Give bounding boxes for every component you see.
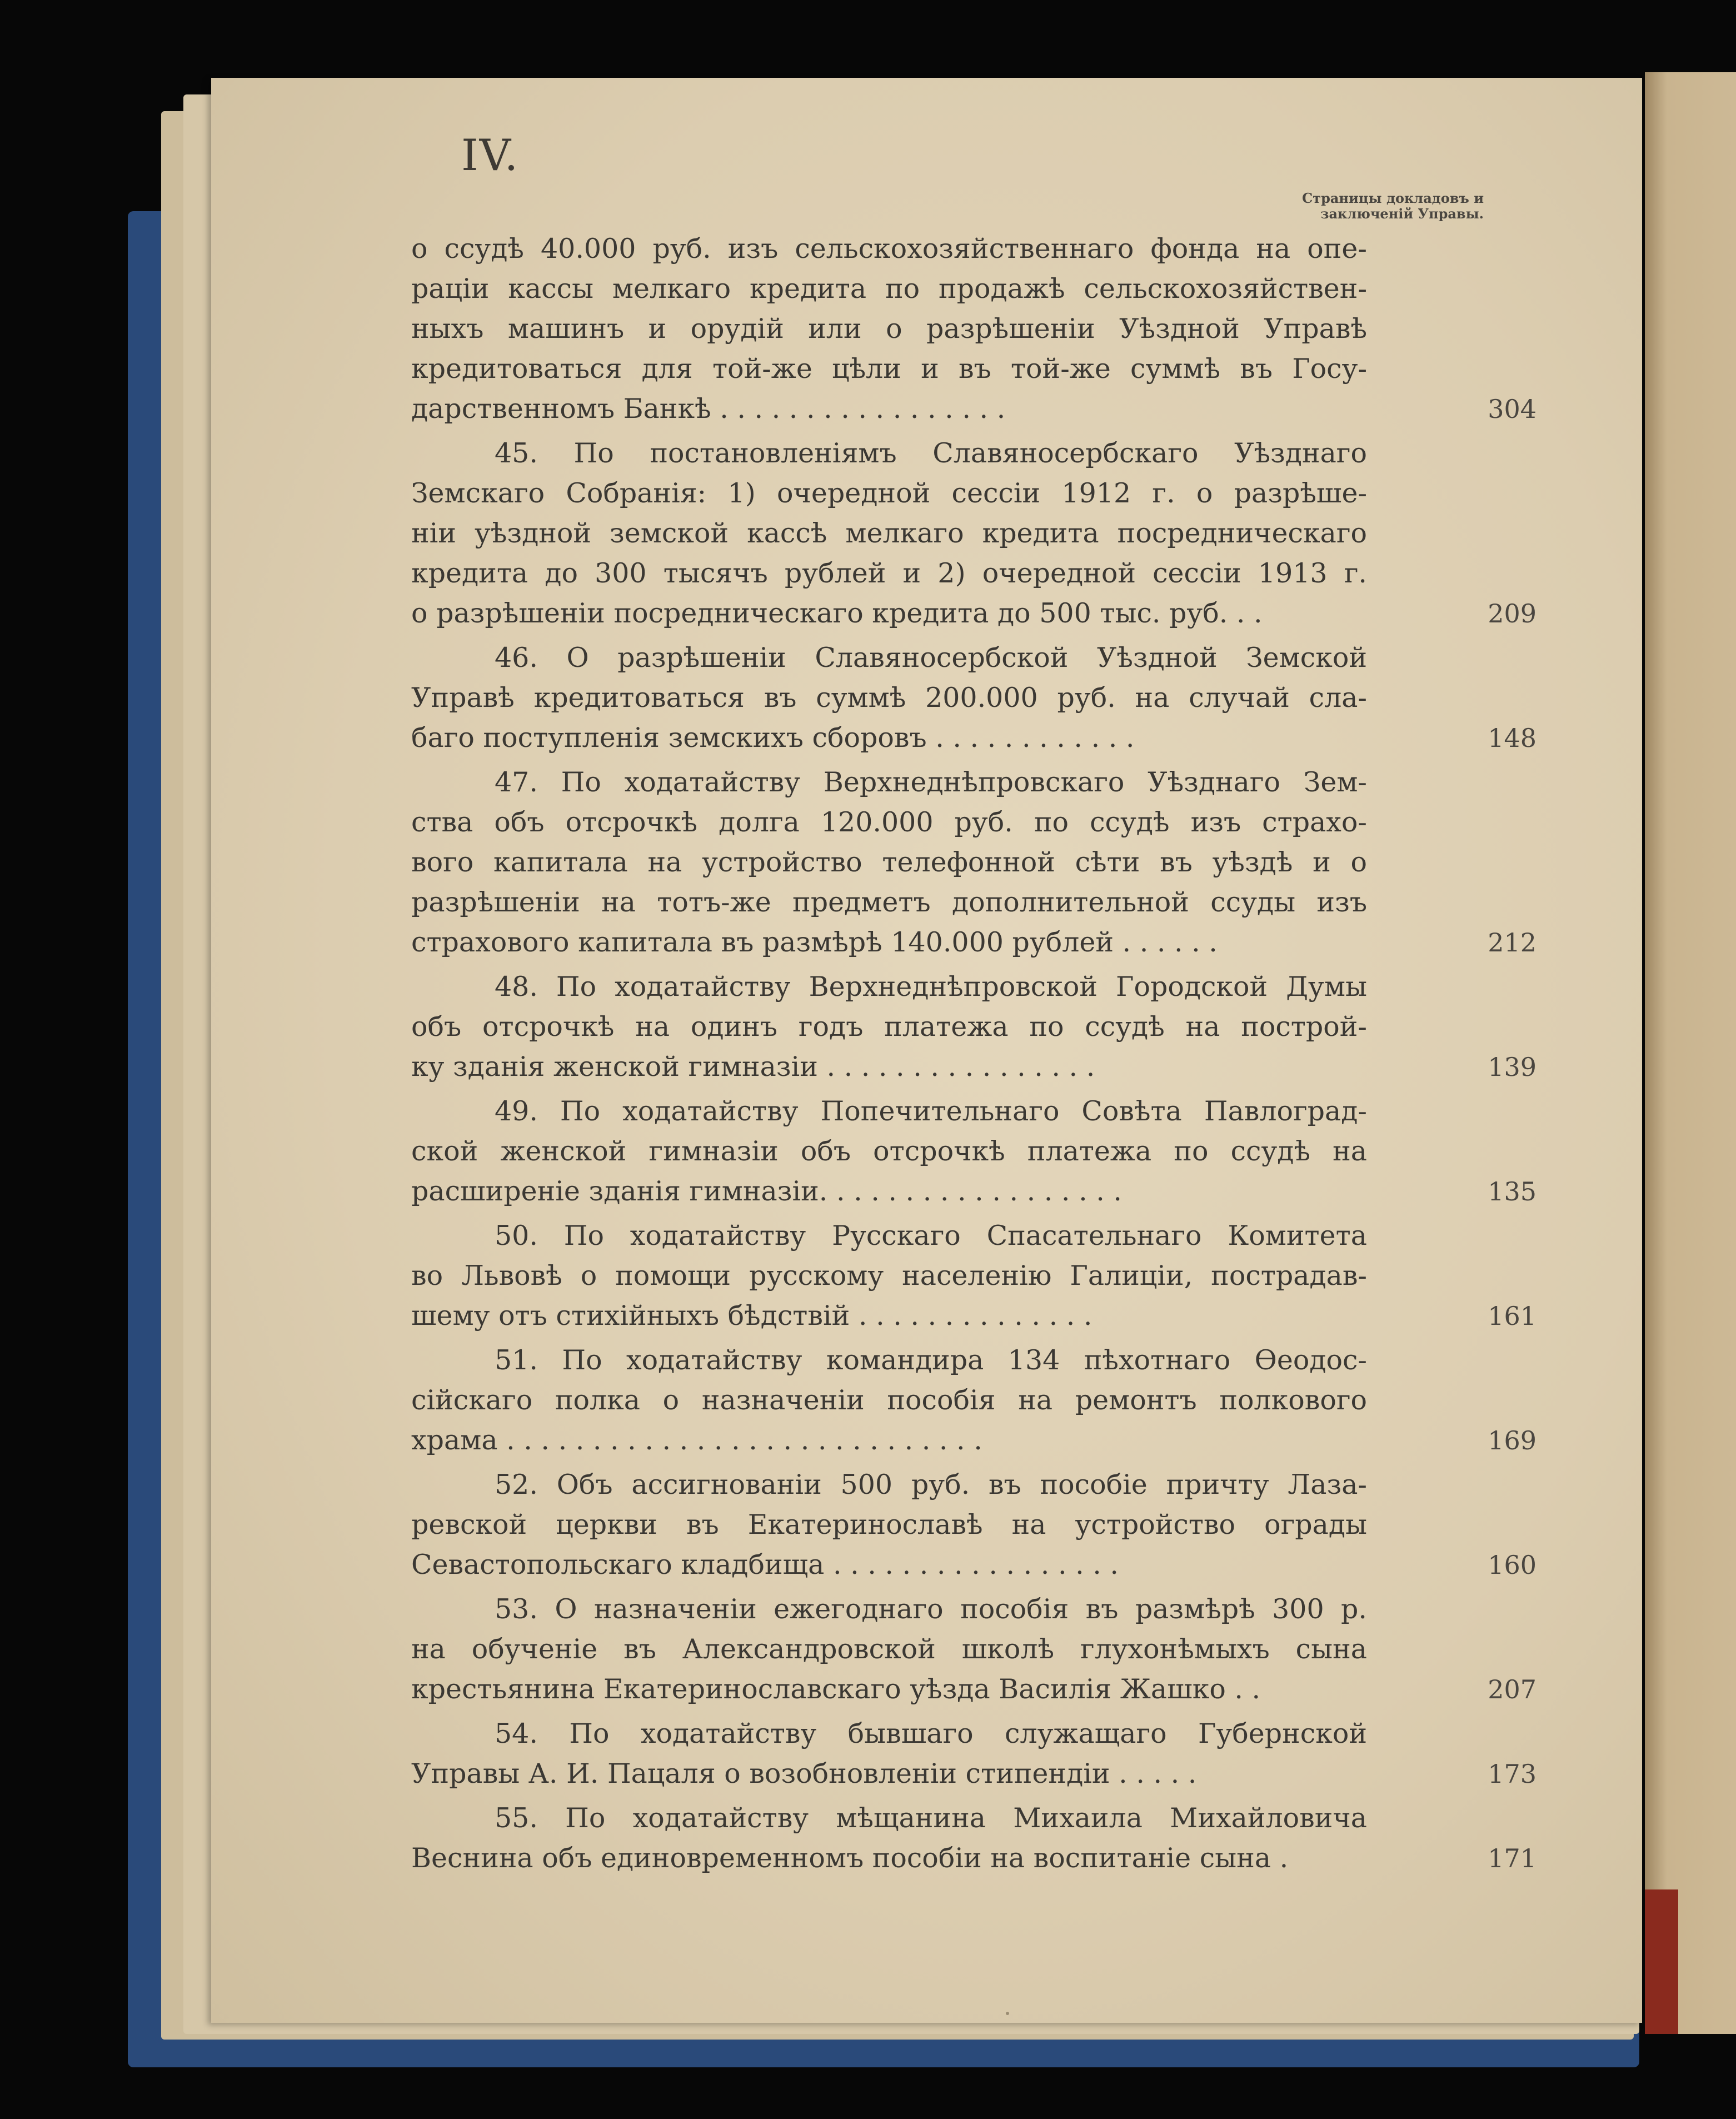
toc-entry-line: 55. По ходатайству мѣщанина Михаила Михайловича [495, 1802, 1367, 1834]
toc-page-number: 161 [1488, 1301, 1537, 1331]
entry-gap [411, 1585, 1367, 1589]
page-number: IV. [461, 131, 520, 181]
entry-gap [411, 1336, 1367, 1340]
facing-page-edge [1645, 72, 1736, 2034]
toc-page-number: 135 [1488, 1176, 1537, 1206]
column-heading-line-1: Страницы докладовъ и [1302, 190, 1484, 206]
toc-entry-line: баго поступленія земскихъ сборовъ . . . . . . . . . . . . [411, 722, 1135, 754]
paper-speck [1006, 2012, 1009, 2015]
toc-page-number: 209 [1488, 599, 1537, 629]
toc-entry-line: храма . . . . . . . . . . . . . . . . . . . . . . . . . . . . [411, 1424, 982, 1456]
spine-edge [1645, 1889, 1678, 2034]
entry-gap [411, 1794, 1367, 1798]
toc-entry-line: 52. Объ ассигнованіи 500 руб. въ пособіе причту Лаза- [495, 1469, 1367, 1500]
toc-entry-line: сійскаго полка о назначеніи пособія на ремонтъ полкового [411, 1384, 1367, 1416]
toc-entry-line: 51. По ходатайству командира 134 пѣхотнаго Ѳеодос- [495, 1344, 1367, 1376]
toc-page-number: 207 [1488, 1674, 1537, 1704]
toc-entry-line: вого капитала на устройство телефонной сѣти въ уѣздѣ и о [411, 846, 1367, 878]
toc-entry-line: ніи уѣздной земской кассѣ мелкаго кредита посредническаго [411, 517, 1367, 549]
toc-entry-line: кредита до 300 тысячъ рублей и 2) очередной сессіи 1913 г. [411, 557, 1367, 589]
toc-entry-line: раціи кассы мелкаго кредита по продажѣ сельскохозяйствен- [411, 273, 1367, 305]
entry-gap [411, 634, 1367, 638]
toc-entry-line: 50. По ходатайству Русскаго Спасательнаго Комитета [495, 1220, 1367, 1252]
toc-entry-line: объ отсрочкѣ на одинъ годъ платежа по ссудѣ на построй- [411, 1011, 1367, 1043]
toc-entry-line: 46. О разрѣшеніи Славяносербской Уѣздной Земской [495, 642, 1367, 674]
toc-entry [411, 1216, 1537, 1336]
column-heading-line-2: заключенiй Управы. [1320, 206, 1484, 222]
toc-entry-line: расширеніе зданія гимназіи. . . . . . . . . . . . . . . . . . [411, 1175, 1122, 1207]
toc-entry-line: Управѣ кредитоваться въ суммѣ 200.000 руб. на случай сла- [411, 682, 1367, 714]
toc-entry-line: 45. По постановленіямъ Славяносербскаго Уѣзднаго [495, 437, 1367, 469]
toc-entry [411, 433, 1537, 634]
toc-page-number: 169 [1488, 1425, 1537, 1455]
column-heading [1261, 191, 1484, 222]
toc-entry [411, 1465, 1537, 1585]
toc-entry-line: 49. По ходатайству Попечительнаго Совѣта Павлоград- [495, 1095, 1367, 1127]
toc-entry [411, 1340, 1537, 1460]
toc-entry-line: на обученіе въ Александровской школѣ глухонѣмыхъ сына [411, 1633, 1367, 1665]
toc-entry-line: Земскаго Собранія: 1) очередной сессіи 1912 г. о разрѣше- [411, 477, 1367, 509]
toc-page-number: 148 [1488, 723, 1537, 753]
toc-entry [411, 1714, 1537, 1794]
toc-entry-line: во Львовѣ о помощи русскому населенію Галиціи, пострадав- [411, 1260, 1367, 1292]
toc-entry [411, 1589, 1537, 1709]
toc-page-number: 173 [1488, 1759, 1537, 1789]
toc-entry-line: Управы А. И. Пацаля о возобновленіи стипендіи . . . . . [411, 1758, 1197, 1789]
toc-entry [411, 638, 1537, 758]
toc-entry-line: Севастопольскаго кладбища . . . . . . . . . . . . . . . . . [411, 1549, 1119, 1580]
toc-entry-line: кредитоваться для той-же цѣли и въ той-же суммѣ въ Госу- [411, 353, 1367, 385]
toc-entry-line: ства объ отсрочкѣ долга 120.000 руб. по ссудѣ изъ страхо- [411, 806, 1367, 838]
toc-entry-line: 54. По ходатайству бывшаго служащаго Губернской [495, 1718, 1367, 1749]
entry-gap [411, 1878, 1367, 1883]
toc-entry-line: разрѣшеніи на тотъ-же предметъ дополнительной ссуды изъ [411, 886, 1367, 918]
toc-entry-line: шему отъ стихійныхъ бѣдствій . . . . . . . . . . . . . . [411, 1300, 1093, 1332]
toc-entry-line: дарственномъ Банкѣ . . . . . . . . . . . . . . . . . [411, 393, 1006, 425]
toc-entry-line: ныхъ машинъ и орудій или о разрѣшеніи Уѣздной Управѣ [411, 313, 1367, 345]
toc-page-number: 171 [1488, 1843, 1537, 1873]
toc-entry-line: ревской церкви въ Екатеринославѣ на устройство ограды [411, 1509, 1367, 1540]
toc-entry-line: 53. О назначеніи ежегоднаго пособія въ размѣрѣ 300 р. [495, 1593, 1367, 1625]
entry-gap [411, 1211, 1367, 1216]
entry-gap [411, 1460, 1367, 1465]
toc-page-number: 160 [1488, 1550, 1537, 1580]
toc-entry [411, 967, 1537, 1087]
toc-entry-line: о ссудѣ 40.000 руб. изъ сельскохозяйственнаго фонда на опе- [411, 233, 1367, 265]
toc-entry [411, 1798, 1537, 1878]
toc-page-number: 212 [1488, 928, 1537, 958]
toc-page-number: 139 [1488, 1052, 1537, 1082]
toc-entry-line: страхового капитала въ размѣрѣ 140.000 рублей . . . . . . [411, 926, 1218, 958]
toc-entry-line: ку зданія женской гимназіи . . . . . . . . . . . . . . . . [411, 1051, 1095, 1083]
toc-entry-line: крестьянина Екатеринославскаго уѣзда Василія Жашко . . [411, 1673, 1261, 1705]
entry-gap [411, 429, 1367, 433]
entry-gap [411, 758, 1367, 762]
toc-entry [411, 762, 1537, 963]
toc-entry-line: 47. По ходатайству Верхнеднѣпровскаго Уѣзднаго Зем- [495, 766, 1367, 798]
toc-entry-line: Веснина объ единовременномъ пособіи на воспитаніе сына . [411, 1842, 1289, 1874]
toc-entry-line: 48. По ходатайству Верхнеднѣпровской Городской Думы [495, 971, 1367, 1003]
entry-gap [411, 963, 1367, 967]
table-of-contents [411, 229, 1537, 1883]
toc-entry-line: ской женской гимназіи объ отсрочкѣ платежа по ссудѣ на [411, 1135, 1367, 1167]
entry-gap [411, 1087, 1367, 1091]
toc-entry [411, 1091, 1537, 1211]
toc-page-number: 304 [1488, 394, 1537, 424]
entry-gap [411, 1709, 1367, 1714]
toc-entry-line: о разрѣшеніи посредническаго кредита до 500 тыс. руб. . . [411, 597, 1263, 629]
toc-entry [411, 229, 1537, 429]
